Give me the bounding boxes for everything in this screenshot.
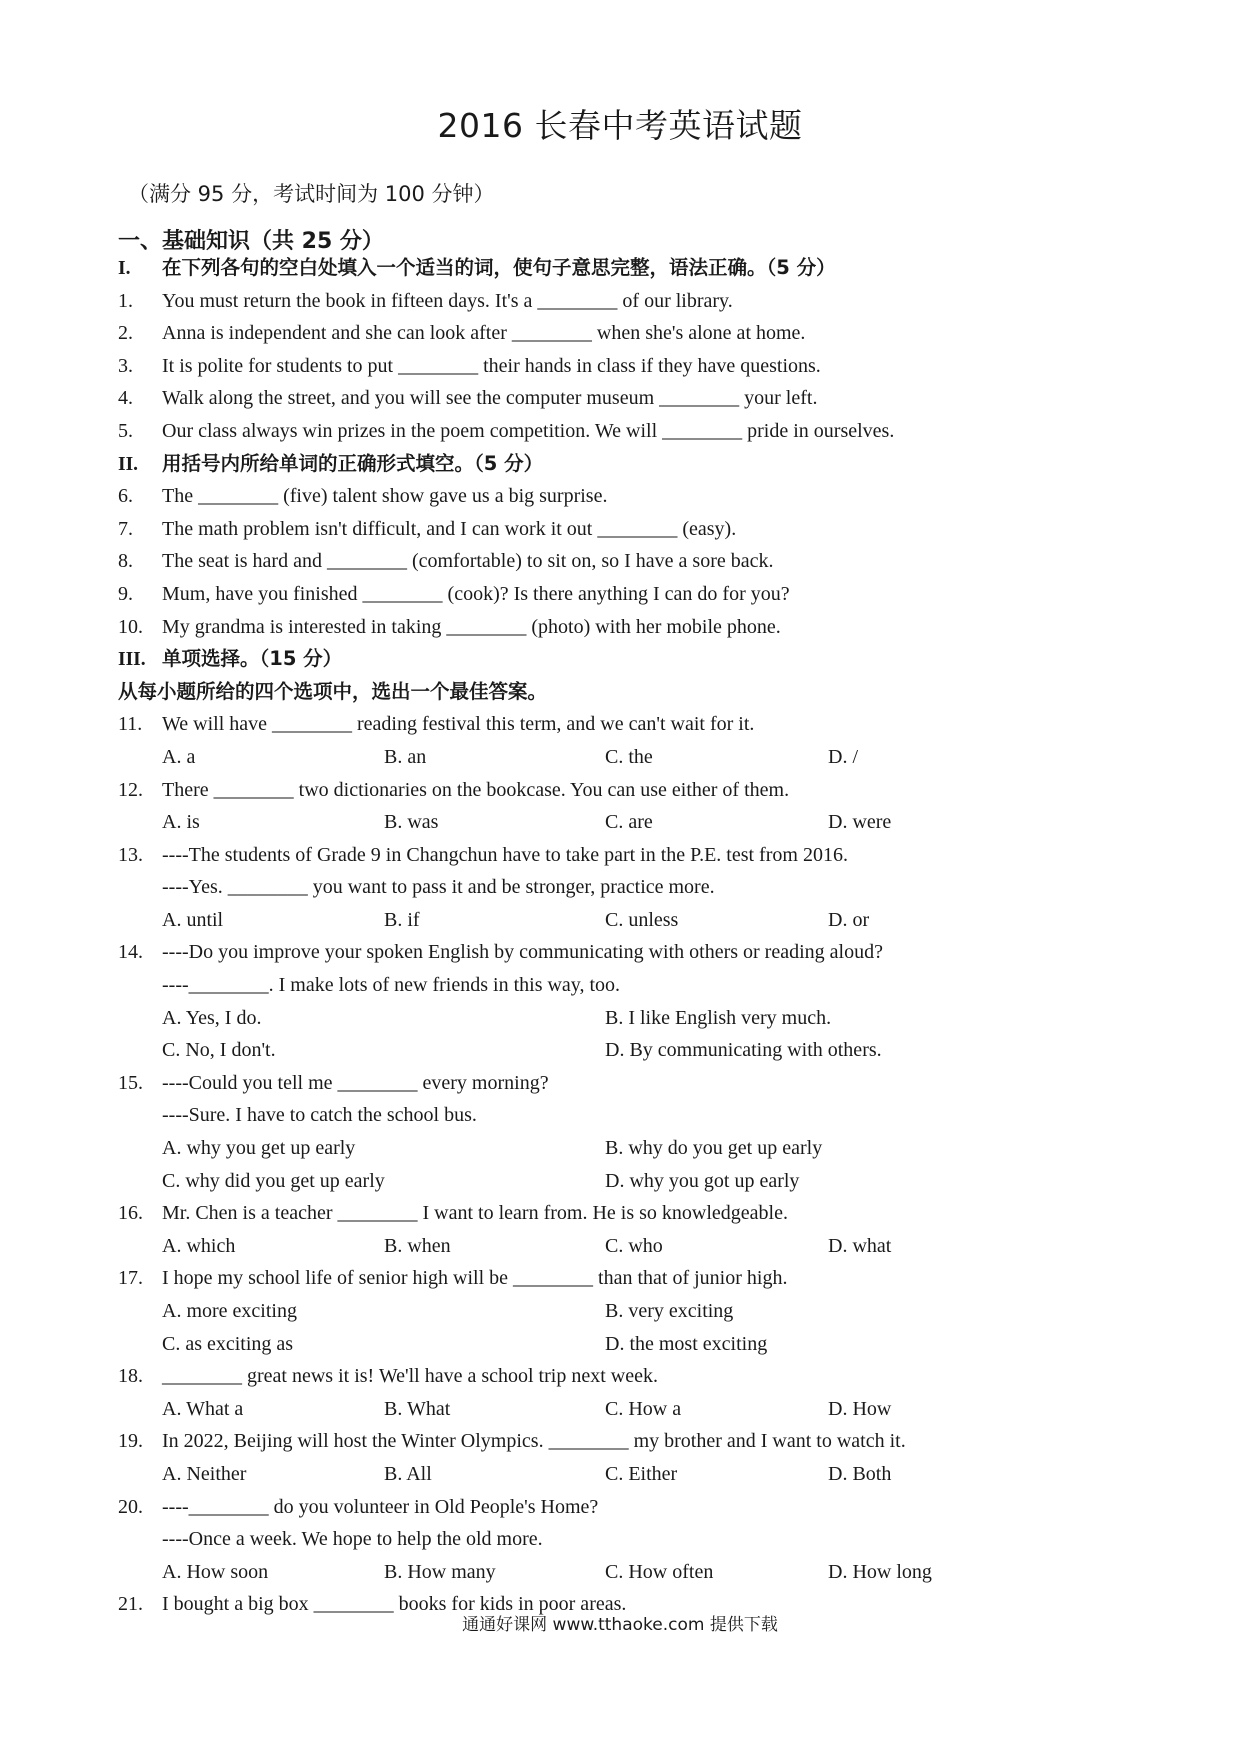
page-footer: 通通好课网 www.tthaoke.com 提供下载 bbox=[462, 1615, 778, 1635]
question-5 bbox=[118, 415, 1128, 448]
question-20 bbox=[118, 1491, 1128, 1524]
options-17-row2 bbox=[118, 1328, 1128, 1361]
question-text: Our class always win prizes in the poem competition. We will ________ pride in ourselves. bbox=[162, 419, 895, 442]
option-b: B. was bbox=[384, 811, 439, 834]
question-number: 14. bbox=[118, 941, 143, 964]
options-11 bbox=[118, 741, 1128, 774]
option-a: A. a bbox=[162, 745, 196, 768]
option-a: A. why you get up early bbox=[162, 1137, 356, 1160]
option-c: C. the bbox=[605, 745, 653, 768]
question-13 bbox=[118, 839, 1128, 872]
question-number: 8. bbox=[118, 550, 133, 573]
question-text: Mr. Chen is a teacher ________ I want to learn from. He is so knowledgeable. bbox=[162, 1202, 788, 1225]
question-19 bbox=[118, 1425, 1128, 1458]
question-number: 13. bbox=[118, 843, 143, 866]
options-17-row1 bbox=[118, 1295, 1128, 1328]
question-text: ----Do you improve your spoken English by communicating with others or reading aloud? bbox=[162, 941, 883, 964]
question-15-reply bbox=[118, 1099, 1128, 1132]
options-14-row2 bbox=[118, 1034, 1128, 1067]
question-number: 11. bbox=[118, 713, 143, 736]
option-b: B. How many bbox=[384, 1560, 496, 1583]
part-instruction: 在下列各句的空白处填入一个适当的词，使句子意思完整，语法正确。（5 分） bbox=[162, 256, 836, 279]
question-1 bbox=[118, 285, 1128, 318]
options-18 bbox=[118, 1393, 1128, 1426]
question-text: ----________. I make lots of new friends in this way, too. bbox=[162, 974, 621, 997]
exam-content bbox=[118, 252, 1128, 1621]
option-c: C. unless bbox=[605, 908, 679, 931]
question-10 bbox=[118, 611, 1128, 644]
part-heading-2 bbox=[118, 448, 1128, 481]
option-d: D. By communicating with others. bbox=[605, 1039, 882, 1062]
question-2 bbox=[118, 317, 1128, 350]
option-d: D. why you got up early bbox=[605, 1169, 800, 1192]
question-number: 19. bbox=[118, 1430, 143, 1453]
option-d: D. what bbox=[828, 1234, 892, 1257]
question-text: ----Yes. ________ you want to pass it and be stronger, practice more. bbox=[162, 876, 715, 899]
options-13 bbox=[118, 904, 1128, 937]
question-text: The seat is hard and ________ (comfortable) to sit on, so I have a sore back. bbox=[162, 550, 774, 573]
question-13-reply bbox=[118, 871, 1128, 904]
question-number: 12. bbox=[118, 778, 143, 801]
option-b: B. very exciting bbox=[605, 1300, 734, 1322]
question-text: There ________ two dictionaries on the bookcase. You can use either of them. bbox=[162, 778, 790, 801]
question-text: We will have ________ reading festival this term, and we can't wait for it. bbox=[162, 713, 755, 736]
question-text: You must return the book in fifteen days. It's a ________ of our library. bbox=[162, 289, 733, 312]
options-14-row1 bbox=[118, 1002, 1128, 1035]
question-number: 10. bbox=[118, 615, 143, 638]
question-7 bbox=[118, 513, 1128, 546]
part-instruction: 用括号内所给单词的正确形式填空。（5 分） bbox=[162, 451, 544, 475]
options-20 bbox=[118, 1556, 1128, 1589]
question-text: In 2022, Beijing will host the Winter Olympics. ________ my brother and I want to watch it. bbox=[162, 1430, 906, 1453]
question-text: It is polite for students to put ________ their hands in class if they have questions. bbox=[162, 354, 821, 377]
options-16 bbox=[118, 1230, 1128, 1263]
question-17 bbox=[118, 1262, 1128, 1295]
option-b: B. an bbox=[384, 745, 427, 768]
part-number: I. bbox=[118, 258, 131, 279]
question-number: 15. bbox=[118, 1071, 143, 1094]
question-3 bbox=[118, 350, 1128, 383]
part-number: III. bbox=[118, 649, 146, 671]
option-c: C. No, I don't. bbox=[162, 1039, 276, 1062]
question-text: The ________ (five) talent show gave us a big surprise. bbox=[162, 485, 608, 508]
option-b: B. if bbox=[384, 908, 420, 931]
question-text: I hope my school life of senior high will be ________ than that of junior high. bbox=[162, 1267, 788, 1290]
question-text: I bought a big box ________ books for kids in poor areas. bbox=[162, 1593, 627, 1616]
option-b: B. why do you get up early bbox=[605, 1137, 823, 1160]
part-sub-instruction: 从每小题所给的四个选项中，选出一个最佳答案。 bbox=[118, 679, 548, 703]
option-b: B. when bbox=[384, 1234, 451, 1257]
options-19 bbox=[118, 1458, 1128, 1491]
option-b: B. What bbox=[384, 1397, 451, 1420]
option-c: C. why did you get up early bbox=[162, 1169, 385, 1192]
exam-info: （满分 95 分，考试时间为 100 分钟） bbox=[128, 182, 495, 206]
question-number: 3. bbox=[118, 354, 133, 377]
page-title: 2016 长春中考英语试题 bbox=[437, 106, 803, 145]
question-number: 21. bbox=[118, 1593, 143, 1616]
option-b: B. I like English very much. bbox=[605, 1006, 832, 1029]
question-number: 5. bbox=[118, 419, 133, 442]
option-c: C. How a bbox=[605, 1397, 682, 1420]
question-18 bbox=[118, 1360, 1128, 1393]
question-text: Anna is independent and she can look after ________ when she's alone at home. bbox=[162, 322, 806, 345]
question-number: 16. bbox=[118, 1202, 143, 1225]
option-c: C. Either bbox=[605, 1462, 678, 1485]
part-number: II. bbox=[118, 453, 139, 475]
question-11 bbox=[118, 708, 1128, 741]
options-15-row1 bbox=[118, 1132, 1128, 1165]
question-text: ----Sure. I have to catch the school bus. bbox=[162, 1104, 477, 1127]
option-c: C. How often bbox=[605, 1560, 714, 1583]
question-text: My grandma is interested in taking ________ (photo) with her mobile phone. bbox=[162, 615, 781, 638]
part-heading-1 bbox=[118, 252, 1128, 285]
option-b: B. All bbox=[384, 1462, 432, 1485]
option-d: D. How long bbox=[828, 1560, 932, 1583]
option-d: D. or bbox=[828, 908, 870, 931]
question-text: ----________ do you volunteer in Old People's Home? bbox=[162, 1495, 599, 1518]
option-a: A. which bbox=[162, 1234, 236, 1257]
question-20-reply bbox=[118, 1523, 1128, 1556]
question-text: Walk along the street, and you will see the computer museum ________ your left. bbox=[162, 387, 818, 410]
option-a: A. How soon bbox=[162, 1560, 269, 1583]
question-6 bbox=[118, 480, 1128, 513]
option-d: D. How bbox=[828, 1397, 892, 1420]
section-heading: 一、基础知识（共 25 分） bbox=[118, 229, 384, 254]
question-number: 2. bbox=[118, 322, 133, 345]
question-text: ----Once a week. We hope to help the old more. bbox=[162, 1528, 543, 1551]
question-14-reply bbox=[118, 969, 1128, 1002]
options-15-row2 bbox=[118, 1165, 1128, 1198]
option-a: A. until bbox=[162, 908, 224, 931]
question-number: 4. bbox=[118, 387, 133, 410]
question-number: 1. bbox=[118, 289, 133, 312]
question-16 bbox=[118, 1197, 1128, 1230]
question-number: 9. bbox=[118, 582, 133, 605]
part-heading-3 bbox=[118, 643, 1128, 676]
question-number: 17. bbox=[118, 1267, 143, 1290]
options-12 bbox=[118, 806, 1128, 839]
question-number: 18. bbox=[118, 1365, 143, 1388]
option-a: A. What a bbox=[162, 1397, 244, 1420]
option-d: D. Both bbox=[828, 1462, 892, 1485]
option-d: D. the most exciting bbox=[605, 1332, 768, 1355]
part-instruction: 单项选择。（15 分） bbox=[162, 647, 343, 671]
question-text: The math problem isn't difficult, and I can work it out ________ (easy). bbox=[162, 517, 737, 540]
question-number: 7. bbox=[118, 517, 133, 540]
option-a: A. Neither bbox=[162, 1462, 247, 1485]
option-d: D. were bbox=[828, 811, 892, 834]
question-text: Mum, have you finished ________ (cook)? Is there anything I can do for you? bbox=[162, 582, 790, 605]
question-text: ----The students of Grade 9 in Changchun have to take part in the P.E. test from 2016. bbox=[162, 843, 848, 866]
question-text: ________ great news it is! We'll have a school trip next week. bbox=[162, 1365, 658, 1388]
question-text: ----Could you tell me ________ every morning? bbox=[162, 1071, 549, 1094]
option-a: A. Yes, I do. bbox=[162, 1006, 262, 1029]
question-9 bbox=[118, 578, 1128, 611]
question-number: 20. bbox=[118, 1495, 143, 1518]
question-8 bbox=[118, 545, 1128, 578]
question-4 bbox=[118, 382, 1128, 415]
question-15 bbox=[118, 1067, 1128, 1100]
option-c: C. as exciting as bbox=[162, 1332, 294, 1355]
question-14 bbox=[118, 936, 1128, 969]
option-d: D. / bbox=[828, 745, 858, 768]
option-a: A. more exciting bbox=[162, 1300, 297, 1322]
question-12 bbox=[118, 774, 1128, 807]
option-c: C. are bbox=[605, 811, 653, 834]
question-number: 6. bbox=[118, 485, 133, 508]
option-a: A. is bbox=[162, 811, 200, 834]
option-c: C. who bbox=[605, 1234, 663, 1257]
